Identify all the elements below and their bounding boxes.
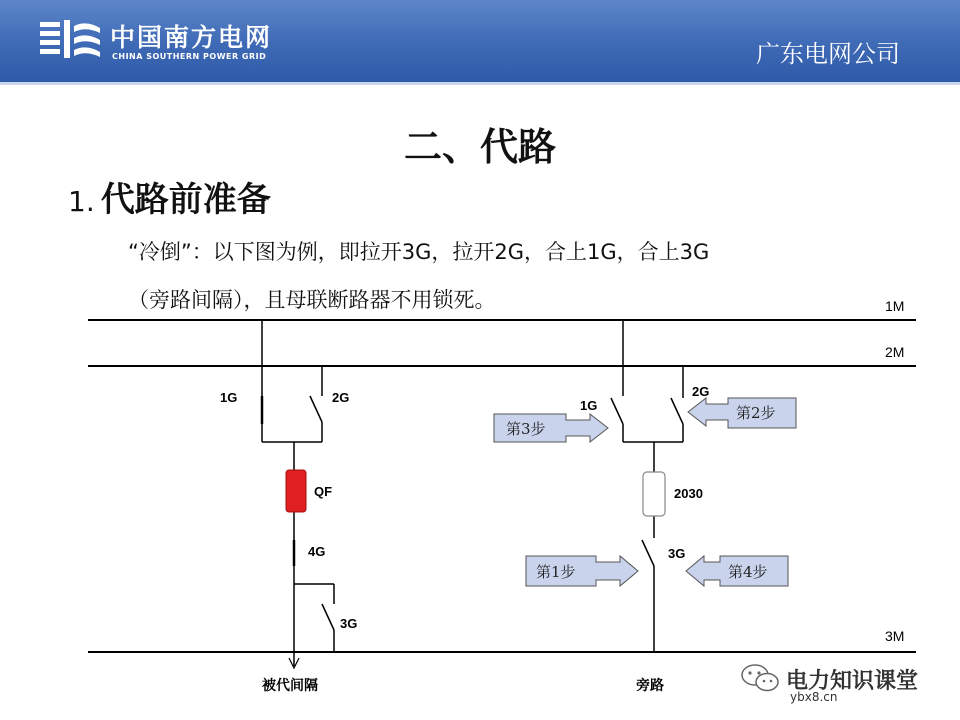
step-4-label: 第4步: [728, 563, 768, 581]
step-1-label: 第1步: [536, 563, 576, 581]
step-1-callout: [526, 556, 638, 586]
left-bottom-label: 被代间隔: [262, 678, 318, 694]
watermark-url: ybx8.cn: [790, 690, 838, 704]
bus-label-2m: 2M: [885, 344, 905, 360]
section-number: 1.: [68, 185, 95, 218]
bus-label-1m: 1M: [885, 298, 905, 314]
brand-name-en: CHINA SOUTHERN POWER GRID: [112, 52, 267, 61]
wechat-icon: [740, 662, 782, 694]
step-3-label: 第3步: [506, 420, 546, 438]
left-3g-label: 3G: [340, 616, 358, 631]
qf-breaker: [286, 470, 306, 512]
left-2g-label: 2G: [332, 390, 350, 405]
section-heading-text: 代路前准备: [100, 180, 271, 220]
step-3-callout: [494, 414, 608, 442]
company-name: 广东电网公司: [756, 40, 900, 68]
right-1g-label: 1G: [580, 398, 598, 413]
right-bottom-label: 旁路: [636, 678, 664, 694]
right-2030-label: 2030: [674, 486, 703, 501]
brand-name-cn: 中国南方电网: [110, 23, 273, 52]
right-3g-label: 3G: [668, 546, 686, 561]
watermark-name: 电力知识课堂: [786, 669, 919, 694]
left-4g-label: 4G: [308, 544, 326, 559]
bus-label-3m: 3M: [885, 628, 905, 644]
step-2-label: 第2步: [736, 404, 776, 422]
left-qf-label: QF: [314, 484, 333, 499]
slide-title: 二、代路: [403, 125, 556, 169]
right-2g-label: 2G: [692, 384, 710, 399]
step-2-callout: [688, 398, 796, 428]
left-1g-label: 1G: [220, 390, 238, 405]
paragraph-line-2: （旁路间隔），且母联断路器不用锁死。: [128, 288, 496, 312]
paragraph-line-1: “冷倒”：以下图为例，即拉开3G，拉开2G，合上1G，合上3G: [128, 240, 710, 264]
breaker-2030: [643, 472, 665, 516]
step-4-callout: [686, 556, 788, 586]
